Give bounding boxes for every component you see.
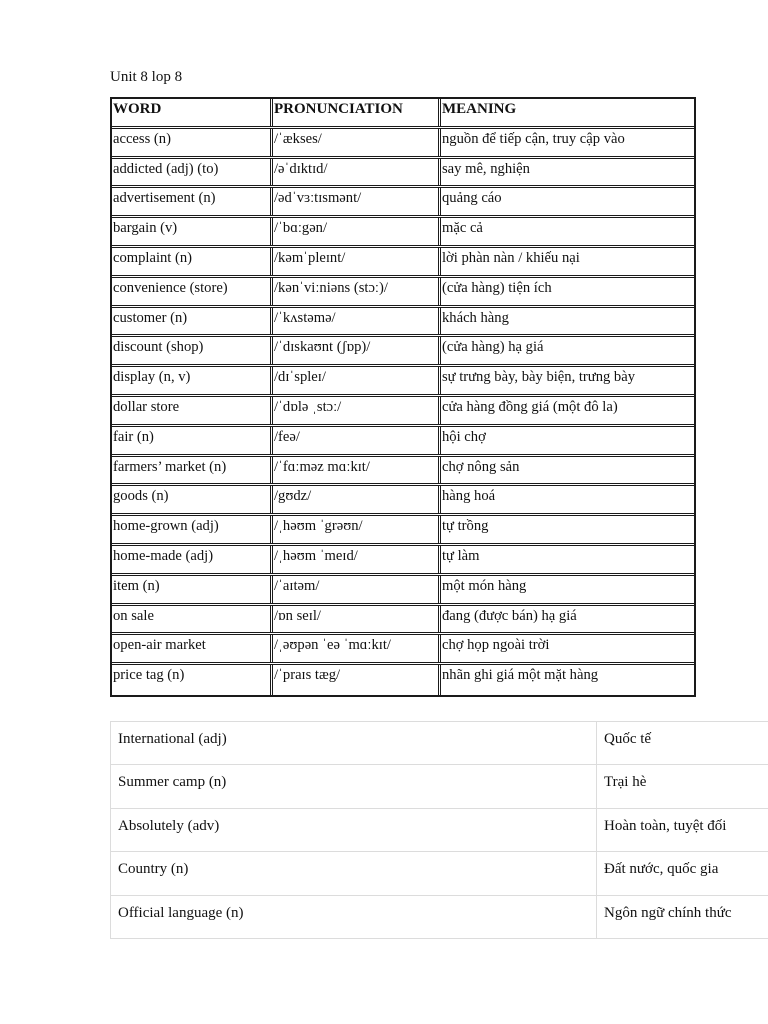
table-row bbox=[111, 852, 768, 895]
pronunciation-cell: /ˈbɑːgən/ bbox=[273, 218, 441, 245]
table-row bbox=[112, 308, 694, 338]
meaning-cell: chợ họp ngoài trời bbox=[442, 637, 550, 654]
term-cell: Country (n) bbox=[111, 852, 597, 894]
pronunciation-cell: /ˈdɒlə ˌstɔː/ bbox=[273, 397, 441, 424]
pronunciation-cell: /ˈkʌstəmə/ bbox=[273, 308, 441, 335]
meaning-cell: đang (được bán) hạ giá bbox=[442, 607, 577, 624]
meaning-cell: say mê, nghiện bbox=[442, 160, 530, 177]
table-row bbox=[112, 457, 694, 487]
vocabulary-table bbox=[110, 97, 696, 697]
table-row bbox=[112, 337, 694, 367]
word-cell: convenience (store) bbox=[112, 278, 273, 305]
table-row bbox=[111, 722, 768, 765]
table-row bbox=[112, 218, 694, 248]
word-cell: price tag (n) bbox=[112, 665, 273, 695]
meaning-cell: hàng hoá bbox=[442, 488, 496, 505]
meaning-cell: cửa hàng đồng giá (một đô la) bbox=[442, 398, 618, 415]
table-row bbox=[112, 665, 694, 695]
meaning-cell: chợ nông sản bbox=[442, 458, 520, 475]
word-cell: farmers’ market (n) bbox=[112, 457, 273, 484]
meaning-cell: (cửa hàng) tiện ích bbox=[442, 279, 552, 296]
pronunciation-cell: /ˈaɪtəm/ bbox=[273, 576, 441, 603]
meaning-cell: Đất nước, quốc gia bbox=[604, 861, 719, 878]
term-cell: International (adj) bbox=[111, 722, 597, 764]
term-cell: Summer camp (n) bbox=[111, 765, 597, 807]
pronunciation-cell: /ˈfɑːməz mɑːkɪt/ bbox=[273, 457, 441, 484]
word-cell: dollar store bbox=[112, 397, 273, 424]
word-cell: access (n) bbox=[112, 129, 273, 156]
extra-vocabulary-body bbox=[111, 722, 768, 939]
meaning-cell: khách hàng bbox=[442, 309, 509, 326]
document-title: Unit 8 lop 8 bbox=[110, 69, 183, 85]
word-cell: home-made (adj) bbox=[112, 546, 273, 573]
pronunciation-cell: /ɒn seɪl/ bbox=[273, 606, 441, 633]
table-row bbox=[112, 188, 694, 218]
pronunciation-cell: /əˈdɪktɪd/ bbox=[273, 159, 441, 186]
table-row bbox=[112, 427, 694, 457]
meaning-cell: nguồn để tiếp cận, truy cập vào bbox=[442, 130, 625, 147]
extra-vocabulary-table bbox=[110, 721, 768, 939]
meaning-cell: (cửa hàng) hạ giá bbox=[442, 339, 544, 356]
word-cell: on sale bbox=[112, 606, 273, 633]
table-row bbox=[112, 278, 694, 308]
pronunciation-cell: /ˈækses/ bbox=[273, 129, 441, 156]
table-row bbox=[112, 159, 694, 189]
word-cell: open-air market bbox=[112, 635, 273, 662]
table-row bbox=[112, 606, 694, 636]
pronunciation-cell: /ˈdɪskaʊnt (ʃɒp)/ bbox=[273, 337, 441, 364]
pronunciation-cell: /dɪˈspleɪ/ bbox=[273, 367, 441, 394]
vocabulary-header-row bbox=[112, 99, 694, 129]
pronunciation-cell: /kənˈviːniəns (stɔː)/ bbox=[273, 278, 441, 305]
word-cell: addicted (adj) (to) bbox=[112, 159, 273, 186]
table-row bbox=[112, 546, 694, 576]
meaning-cell: sự trưng bày, bày biện, trưng bày bbox=[442, 369, 636, 386]
pronunciation-cell: /ˈpraɪs tæg/ bbox=[273, 665, 441, 695]
table-row bbox=[112, 397, 694, 427]
term-cell: Absolutely (adv) bbox=[111, 809, 597, 851]
pronunciation-cell: /kəmˈpleɪnt/ bbox=[273, 248, 441, 275]
meaning-cell: mặc cả bbox=[442, 220, 483, 237]
header-meaning: MEANING bbox=[442, 101, 517, 117]
table-row bbox=[112, 486, 694, 516]
word-cell: fair (n) bbox=[112, 427, 273, 454]
word-cell: item (n) bbox=[112, 576, 273, 603]
word-cell: advertisement (n) bbox=[112, 188, 273, 215]
word-cell: home-grown (adj) bbox=[112, 516, 273, 543]
meaning-cell: nhãn ghi giá một mặt hàng bbox=[442, 667, 599, 684]
table-row bbox=[111, 765, 768, 808]
pronunciation-cell: /ˌəʊpən ˈeə ˈmɑːkɪt/ bbox=[273, 635, 441, 662]
pronunciation-cell: /ədˈvɜːtɪsmənt/ bbox=[273, 188, 441, 215]
meaning-cell: tự làm bbox=[442, 547, 480, 564]
meaning-cell: một món hàng bbox=[442, 577, 527, 594]
header-word: WORD bbox=[112, 99, 273, 126]
meaning-cell: tự trồng bbox=[442, 518, 489, 535]
table-row bbox=[111, 809, 768, 852]
word-cell: discount (shop) bbox=[112, 337, 273, 364]
header-pronunciation: PRONUNCIATION bbox=[273, 99, 441, 126]
table-row bbox=[112, 248, 694, 278]
meaning-cell: Ngôn ngữ chính thức bbox=[604, 904, 732, 921]
table-row bbox=[112, 576, 694, 606]
table-row bbox=[112, 516, 694, 546]
word-cell: display (n, v) bbox=[112, 367, 273, 394]
word-cell: complaint (n) bbox=[112, 248, 273, 275]
vocabulary-body bbox=[112, 129, 694, 695]
pronunciation-cell: /ˌhəʊm ˈgrəʊn/ bbox=[273, 516, 441, 543]
word-cell: goods (n) bbox=[112, 486, 273, 513]
meaning-cell: hội chợ bbox=[442, 428, 486, 445]
pronunciation-cell: /gʊdz/ bbox=[273, 486, 441, 513]
pronunciation-cell: /feə/ bbox=[273, 427, 441, 454]
meaning-cell: Quốc tế bbox=[604, 731, 652, 747]
meaning-cell: lời phàn nàn / khiếu nại bbox=[442, 249, 580, 266]
pronunciation-cell: /ˌhəʊm ˈmeɪd/ bbox=[273, 546, 441, 573]
table-row bbox=[112, 367, 694, 397]
term-cell: Official language (n) bbox=[111, 896, 597, 938]
meaning-cell: Hoàn toàn, tuyệt đối bbox=[604, 817, 727, 834]
table-row bbox=[112, 635, 694, 665]
table-row bbox=[112, 129, 694, 159]
meaning-cell: quảng cáo bbox=[442, 190, 502, 207]
table-row bbox=[111, 896, 768, 939]
word-cell: customer (n) bbox=[112, 308, 273, 335]
meaning-cell: Trại hè bbox=[604, 774, 647, 791]
word-cell: bargain (v) bbox=[112, 218, 273, 245]
